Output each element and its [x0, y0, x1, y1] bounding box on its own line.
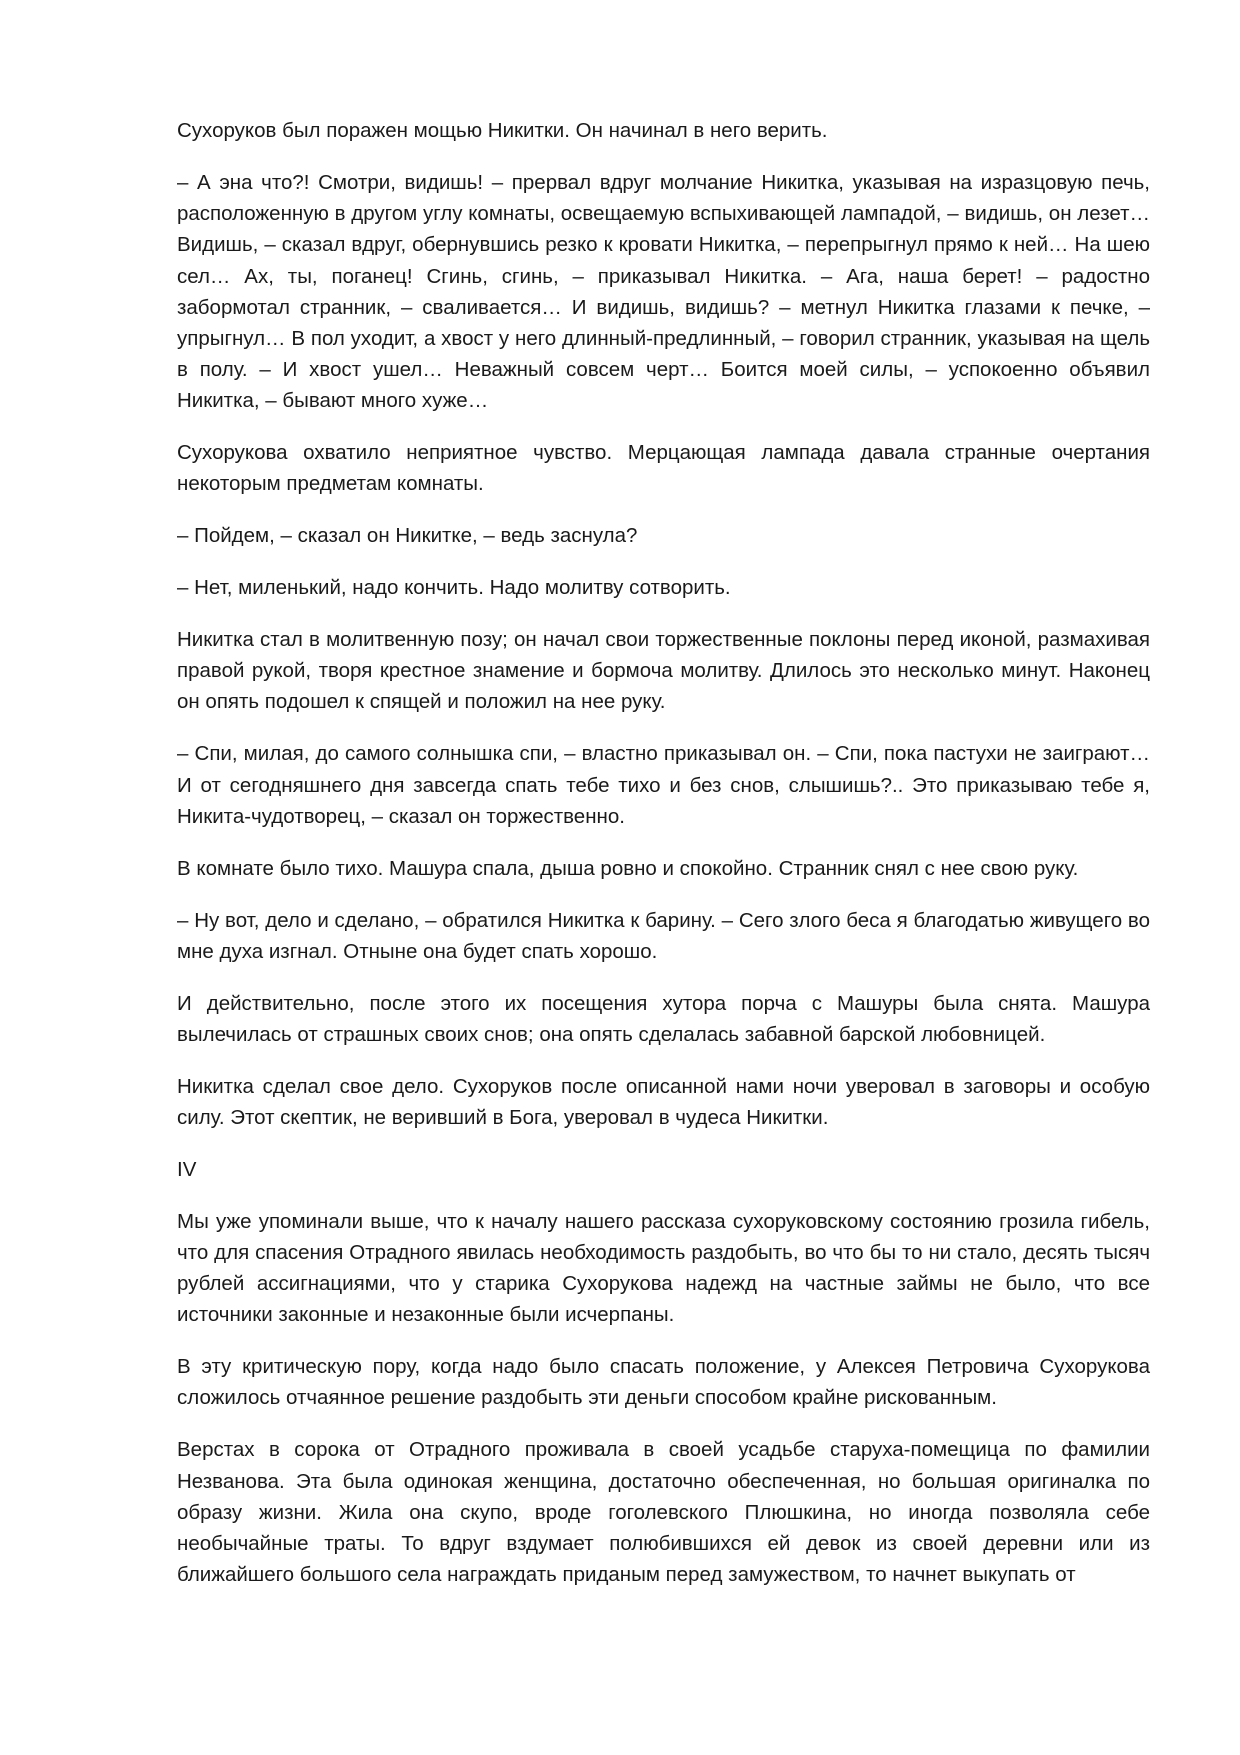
- paragraph: – Спи, милая, до самого солнышка спи, – властно приказывал он. – Спи, пока пастухи не заиграют… И от сегодняшнего дня завсегда спать тебе тихо и без снов, слышишь?.. Это приказываю тебе я, Никита-чудотворец, – сказал он торжественно.: [177, 742, 1150, 828]
- paragraph: Сухоруков был поражен мощью Никитки. Он начинал в него верить.: [177, 119, 828, 142]
- paragraph: Никитка сделал свое дело. Сухоруков после описанной нами ночи уверовал в заговоры и особую силу. Этот скептик, не веривший в Бога, уверовал в чудеса Никитки.: [177, 1074, 1150, 1129]
- paragraph: – Пойдем, – сказал он Никитке, – ведь заснула?: [177, 524, 638, 548]
- paragraph: – Нет, миленький, надо кончить. Надо молитву сотворить.: [177, 576, 731, 600]
- paragraph: – Ну вот, дело и сделано, – обратился Никитка к барину. – Сего злого беса я благодатью живущего во мне духа изгнал. Отныне она будет спать хорошо.: [177, 908, 1150, 963]
- paragraph: Сухорукова охватило неприятное чувство. Мерцающая лампада давала странные очертания некоторым предметам комнаты.: [177, 441, 1150, 496]
- paragraph: В комнате было тихо. Машура спала, дыша ровно и спокойно. Странник снял с нее свою руку.: [177, 856, 1079, 880]
- paragraph: Верстах в сорока от Отрадного проживала в своей усадьбе старуха-помещица по фамилии Незванова. Эта была одинокая женщина, достаточно обеспеченная, но большая оригиналка по образу жизни. Жила она скупо, вроде гоголевского Плюшкина, но иногда позволяла себе необычайные траты. То вдруг вздумает полюбившихся ей девок из своей деревни или из ближайшего большого села награждать приданым перед замужеством, то начнет выкупать от: [177, 1438, 1150, 1587]
- paragraph: – А эна что?! Смотри, видишь! – прервал вдруг молчание Никитка, указывая на изразцовую печь, расположенную в другом углу комнаты, освещаемую вспыхивающей лампадой, – видишь, он лезет… Видишь, – сказал вдруг, обернувшись резко к кровати Никитка, – перепрыгнул прямо к ней… На шею сел… Ах, ты, поганец! Сгинь, сгинь, – приказывал Никитка. – Ага, наша берет! – радостно забормотал странник, – сваливается… И видишь, видишь? – метнул Никитка глазами к печке, – упрыгнул… В пол уходит, а хвост у него длинный-предлинный, – говорил странник, указывая на щель в полу. – И хвост ушел… Неважный совсем черт… Боится моей силы, – успокоенно объявил Никитка, – бывают много хуже…: [177, 170, 1150, 413]
- document-page: [177, 115, 1150, 1611]
- paragraph: В эту критическую пору, когда надо было спасать положение, у Алексея Петровича Сухорукова сложилось отчаянное решение раздобыть эти деньги способом крайне рискованным.: [177, 1355, 1150, 1410]
- paragraph: Мы уже упоминали выше, что к началу нашего рассказа сухоруковскому состоянию грозила гибель, что для спасения Отрадного явилась необходимость раздобыть, во что бы то ни стало, десять тысяч рублей ассигнациями, что у старика Сухорукова надежд на частные займы не было, что все источники законные и незаконные были исчерпаны.: [177, 1209, 1150, 1327]
- chapter-heading: IV: [177, 1157, 197, 1181]
- paragraph: Никитка стал в молитвенную позу; он начал свои торжественные поклоны перед иконой, размахивая правой рукой, творя крестное знамение и бормоча молитву. Длилось это несколько минут. Наконец он опять подошел к спящей и положил на нее руку.: [177, 628, 1150, 714]
- paragraph: И действительно, после этого их посещения хутора порча с Машуры была снята. Машура вылечилась от страшных своих снов; она опять сделалась забавной барской любовницей.: [177, 991, 1150, 1046]
